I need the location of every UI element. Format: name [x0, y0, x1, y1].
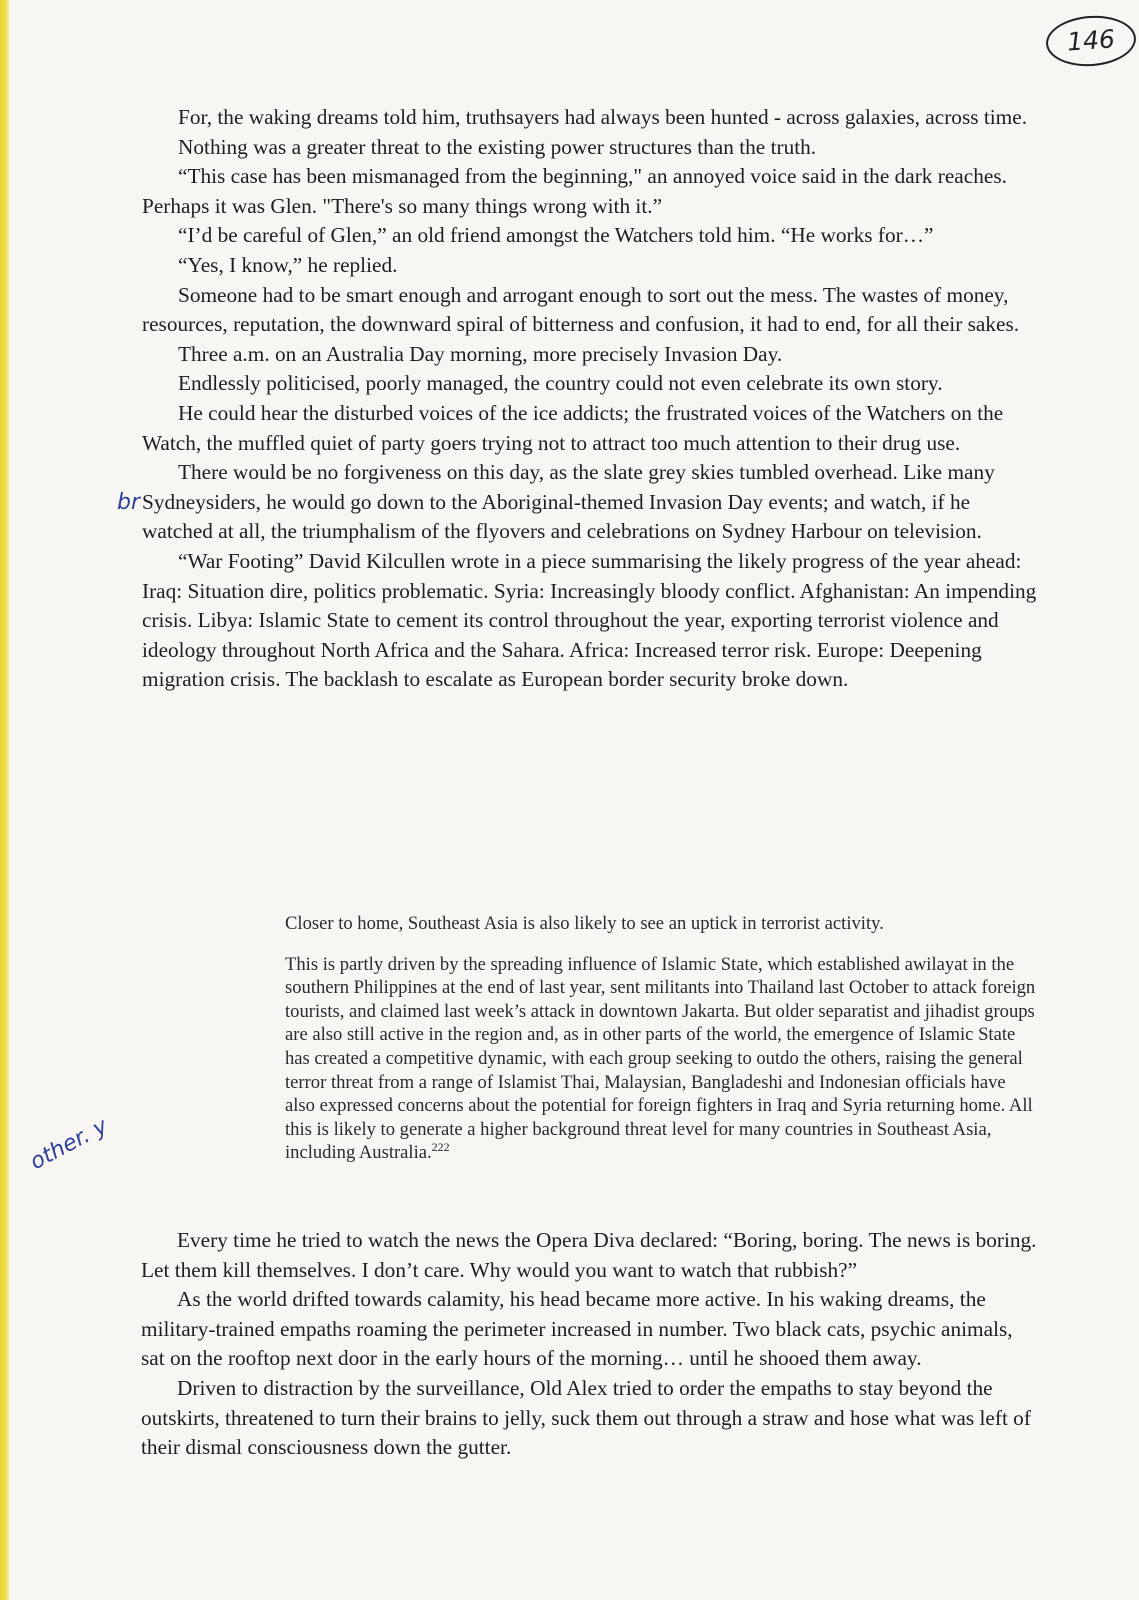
paragraph: “I’d be careful of Glen,” an old friend amongst the Watchers told him. “He works for…” [178, 223, 934, 248]
paragraph: Every time he tried to watch the news the Opera Diva declared: “Boring, boring. The news is boring. Let them kill themselves. I don’t care. Why would you want to watch that rubbish?” [141, 1228, 1037, 1282]
paragraph: There would be no forgiveness on this day, as the slate grey skies tumbled overhead. Like many Sydneysiders, he would go down to the Aboriginal-themed Invasion Day events; and watch, if he watched at all, the triumphalism of the flyovers and celebrations on Sydney Harbour on television. [142, 460, 995, 544]
quote-body-text: This is partly driven by the spreading influence of Islamic State, which established awilayat in the southern Philippines at the end of last year, sent militants into Thailand last October to attack foreign tourists, and claimed last week’s attack in downtown Jakarta. But older separatist and jihadist groups are also still active in the region and, as in other parts of the world, the emergence of Islamic State has created a competitive dynamic, with each group seeking to outdo the others, raising the general terror threat from a range of Islamist Thai, Malaysian, Bangladeshi and Indonesian officials have also expressed concerns about the potential for foreign fighters in Iraq and Syria returning home. All this is likely to generate a higher background threat level for many countries in Southeast Asia, including Australia. [285, 953, 1036, 1164]
paragraph: He could hear the disturbed voices of the ice addicts; the frustrated voices of the Watchers on the Watch, the muffled quiet of party goers trying not to attract too much attention to their drug use. [142, 400, 1004, 455]
paragraph: “This case has been mismanaged from the beginning," an annoyed voice said in the dark reaches. Perhaps it was Glen. "There's so many things wrong with it.” [142, 164, 1007, 218]
paragraph: “War Footing” David Kilcullen wrote in a piece summarising the likely progress of the year ahead: Iraq: Situation dire, politics problematic. Syria: Increasingly bloody conflict. Afghanistan: An impending crisis. Libya: Islamic State to cement its control throughout the year, exporting terrorist violence and ideology throughout North Africa and the Sahara. Africa: Increased terror risk. Europe: Deepening migration crisis. The backlash to escalate as European border security broke down. [142, 548, 1037, 692]
main-text-continued [141, 1226, 1037, 1463]
page-edge [0, 0, 9, 1600]
paragraph: “Yes, I know,” he replied. [178, 252, 398, 277]
paragraph: Driven to distraction by the surveillance, Old Alex tried to order the empaths to stay beyond the outskirts, threatened to turn their brains to jelly, suck them out through a straw and hose what was left of their dismal consciousness down the gutter. [141, 1375, 1031, 1460]
block-quote [285, 912, 1037, 1182]
paragraph: Nothing was a greater threat to the existing power structures than the truth. [178, 134, 817, 159]
quote-lead: Closer to home, Southeast Asia is also likely to see an uptick in terrorist activity. [285, 913, 884, 934]
paragraph: For, the waking dreams told him, truthsayers had always been hunted - across galaxies, across time. [178, 105, 1028, 129]
quote-body [285, 953, 1037, 1165]
paragraph: Endlessly politicised, poorly managed, the country could not even celebrate its own story. [178, 371, 943, 396]
paragraph: As the world drifted towards calamity, his head became more active. In his waking dreams, the military-trained empaths roaming the perimeter increased in number. Two black cats, psychic animals, sat on the rooftop next door in the early hours of the morning… until he shooed them away. [141, 1287, 1013, 1371]
page-number: 146 [1044, 13, 1137, 69]
handwritten-margin-note-other: other. y [26, 1113, 112, 1175]
paragraph: Three a.m. on an Australia Day morning, more precisely Invasion Day. [178, 341, 783, 366]
footnote-marker: 222 [431, 1140, 450, 1155]
main-text [142, 103, 1037, 695]
paragraph: Someone had to be smart enough and arrogant enough to sort out the mess. The wastes of money, resources, reputation, the downward spiral of bitterness and confusion, it had to end, for all their sakes. [142, 282, 1020, 337]
handwritten-margin-note-br: br [117, 490, 141, 515]
scanned-page [9, 0, 1139, 1600]
